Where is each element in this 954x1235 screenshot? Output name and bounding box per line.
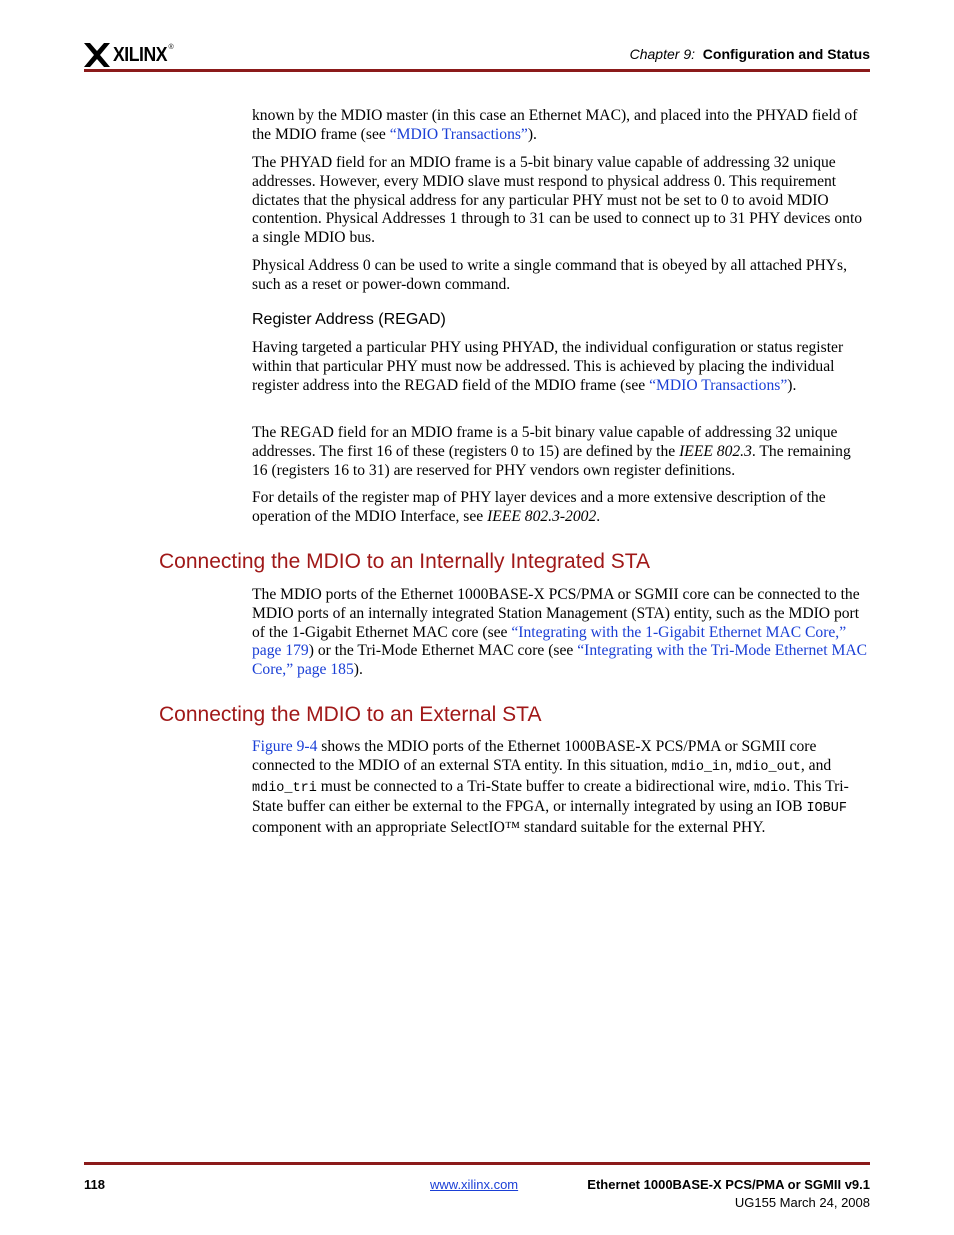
website-link[interactable]: www.xilinx.com <box>430 1177 519 1192</box>
code-mdio: mdio <box>753 780 787 796</box>
text: must be connected to a Tri-State buffer to create a bidirectional wire, <box>316 777 754 795</box>
paragraph-internal-sta <box>252 586 870 680</box>
text: known by the MDIO master (in this case an Ethernet MAC), and placed into the PHYAD field of the MDIO frame (see <box>252 107 858 143</box>
text: The REGAD field for an MDIO frame is a 5-bit binary value capable of addressing 32 unique addresses. The first 16 of these (registers 0 to 15) are defined by the <box>252 424 838 460</box>
text: ) or the Tri-Mode Ethernet MAC core (see <box>308 642 578 660</box>
text: ). <box>787 376 797 394</box>
text: The MDIO ports of the Ethernet 1000BASE-X PCS/PMA or SGMII core can be connected to the MDIO ports of an internally integrated Station Management (STA) entity, such as the MDIO port of the 1-Gigabit Ethernet MAC core (see <box>252 586 860 641</box>
text: , and <box>800 756 832 774</box>
text: , <box>728 756 737 774</box>
text: The PHYAD field for an MDIO frame is a 5-bit binary value capable of addressing 32 unique addresses. However, every MDIO slave must respond to physical address 0. This requirement dictates that the physical address for any particular PHY must not be set to 0 to avoid MDIO contention. Physical Addresses 1 through to 31 can be used to connect up to 31 PHY devices onto a single MDIO bus. <box>252 154 863 247</box>
logo-registered-mark: ® <box>168 43 174 51</box>
paragraph-register-map <box>252 489 870 527</box>
link-mdio-transactions[interactable]: “MDIO Transactions” <box>389 125 528 143</box>
link-trimode-mac[interactable]: “Integrating with the Tri-Mode Ethernet MAC Core,” page 185 <box>252 642 867 679</box>
text: For details of the register map of PHY layer devices and a more extensive description of the operation of the MDIO Interface, see <box>252 489 826 525</box>
paragraph-regad-target <box>252 339 870 395</box>
footer-rule <box>84 1162 870 1165</box>
running-header <box>630 46 870 62</box>
paragraph-phyad-field <box>252 154 870 248</box>
text: ). <box>527 125 537 143</box>
text: Physical Address 0 can be used to write a single command that is obeyed by all attached PHYs, such as a reset or power-down command. <box>252 257 848 293</box>
code-mdio-tri: mdio_tri <box>252 780 317 796</box>
chapter-label: Chapter 9: <box>629 46 695 62</box>
document-id-date: UG155 March 24, 2008 <box>734 1195 870 1210</box>
section-heading-internal-sta: Connecting the MDIO to an Internally Integrated STA <box>159 550 651 573</box>
link-figure-9-4[interactable]: Figure 9-4 <box>252 738 318 755</box>
emphasis-ieee-2002: IEEE 802.3-2002 <box>487 507 597 525</box>
link-1gig-mac[interactable]: “Integrating with the 1-Gigabit Ethernet MAC Core,” page 179 <box>252 623 847 660</box>
text: shows the MDIO ports of the Ethernet 1000BASE-X PCS/PMA or SGMII core connected to the MDIO of an external STA entity. In this situation, <box>252 738 817 774</box>
text: . <box>596 507 601 525</box>
logo-text: XILINX <box>113 43 168 66</box>
text: . The remaining 16 (registers 16 to 31) are reserved for PHY vendors own register definitions. <box>252 442 851 479</box>
xilinx-logo <box>84 40 174 70</box>
emphasis-ieee: IEEE 802.3 <box>679 442 752 460</box>
header-rule <box>84 69 870 72</box>
paragraph-phyad-intro <box>252 107 870 145</box>
page-number: 118 <box>84 1177 105 1192</box>
text: . This Tri-State buffer can either be external to the FPGA, or internally integrated by using an IOB <box>252 777 849 816</box>
text: Having targeted a particular PHY using PHYAD, the individual configuration or status register within that particular PHY must now be addressed. This is achieved by placing the individual register address into the REGAD field of the MDIO frame (see <box>252 339 844 394</box>
paragraph-regad-field <box>252 424 870 480</box>
code-iobuf: IOBUF <box>806 801 847 817</box>
paragraph-physical-address-0 <box>252 257 870 295</box>
subheading-register-address: Register Address (REGAD) <box>252 311 446 328</box>
paragraph-external-sta <box>252 738 870 838</box>
link-mdio-transactions-2[interactable]: “MDIO Transactions” <box>649 376 788 394</box>
text: component with an appropriate SelectIO™ standard suitable for the external PHY. <box>252 819 766 837</box>
code-mdio-in: mdio_in <box>671 759 729 775</box>
document-title: Ethernet 1000BASE-X PCS/PMA or SGMII v9.1 <box>587 1177 870 1192</box>
section-heading-external-sta: Connecting the MDIO to an External STA <box>159 703 542 726</box>
xilinx-x-icon <box>84 43 110 67</box>
chapter-title: Configuration and Status <box>702 46 870 62</box>
code-mdio-out: mdio_out <box>736 759 801 775</box>
text: ). <box>353 661 363 679</box>
